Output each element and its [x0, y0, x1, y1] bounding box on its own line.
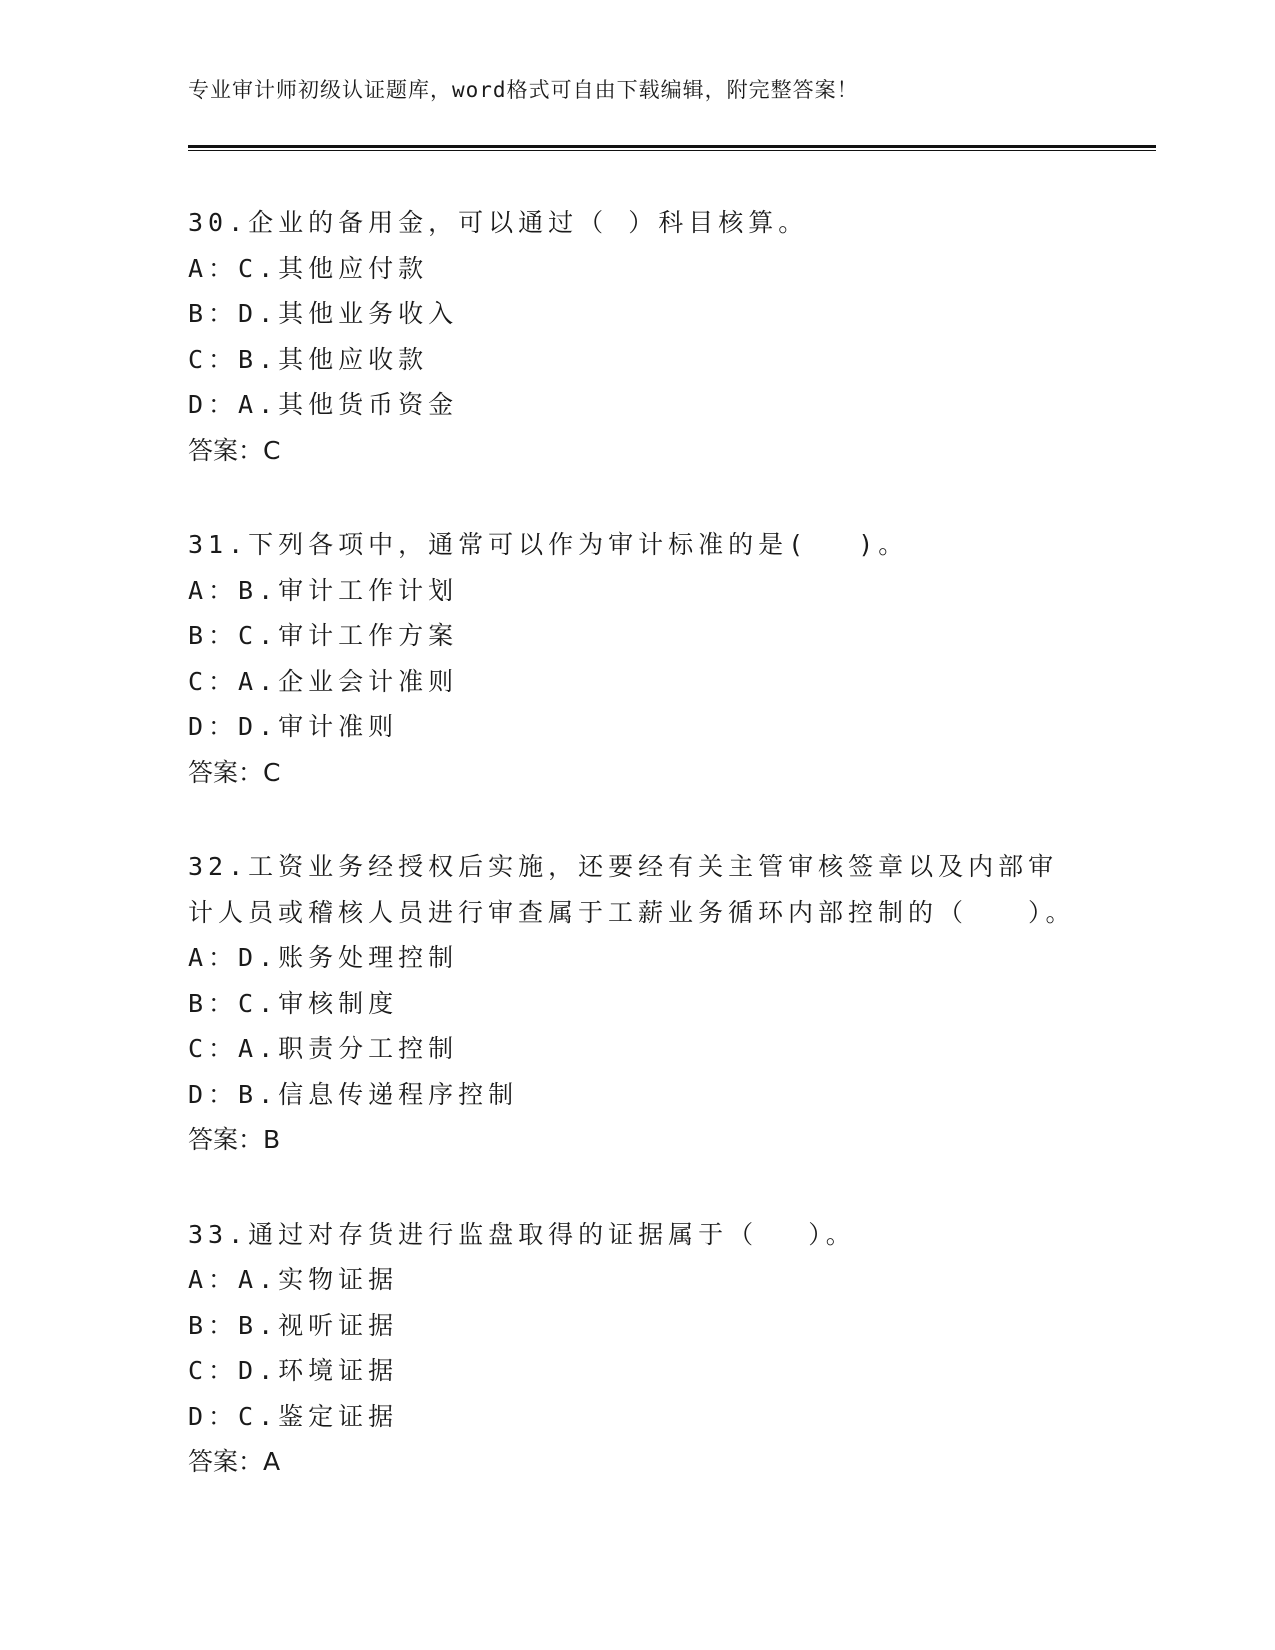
option-c: C：D.环境证据: [188, 1356, 399, 1385]
option-d: D：B.信息传递程序控制: [188, 1079, 519, 1109]
option-b: B：B.视听证据: [188, 1310, 399, 1340]
option-c: C：A.职责分工控制: [188, 1034, 459, 1063]
option-c: C：B.其他应收款: [188, 344, 429, 374]
question-list: [188, 200, 1088, 1534]
question-30: [188, 200, 1088, 473]
option-d: D：C.鉴定证据: [188, 1401, 399, 1431]
answer: 答案：C: [188, 757, 281, 787]
header-rule-thin: [188, 150, 1156, 151]
option-a: A：B.审计工作计划: [188, 575, 459, 605]
option-a: A：A.实物证据: [188, 1265, 399, 1294]
option-c: C：A.企业会计准则: [188, 666, 459, 696]
question-text: 32.工资业务经授权后实施，还要经有关主管审核签章以及内部审计人员或稽核人员进行审查属于工薪业务循环内部控制的（ ）。: [188, 852, 1076, 927]
question-text: 30.企业的备用金，可以通过（ ）科目核算。: [188, 208, 809, 237]
question-31: [188, 522, 1088, 795]
answer: 答案：C: [188, 435, 281, 465]
question-text: 31.下列各项中，通常可以作为审计标准的是( )。: [188, 530, 909, 559]
header-rule: [188, 145, 1156, 148]
option-b: B：D.其他业务收入: [188, 299, 459, 328]
option-a: A：C.其他应付款: [188, 253, 429, 283]
answer: 答案：A: [188, 1447, 281, 1476]
question-33: [188, 1212, 1088, 1485]
question-32: [188, 844, 1088, 1163]
answer: 答案：B: [188, 1125, 281, 1154]
option-d: D：D.审计准则: [188, 712, 399, 741]
option-b: B：C.审核制度: [188, 988, 399, 1018]
question-text: 33.通过对存货进行监盘取得的证据属于（ ）。: [188, 1219, 856, 1249]
document-header: 专业审计师初级认证题库，word格式可自由下载编辑，附完整答案！: [188, 78, 859, 102]
option-d: D：A.其他货币资金: [188, 390, 459, 419]
option-b: B：C.审计工作方案: [188, 621, 459, 650]
option-a: A：D.账务处理控制: [188, 943, 459, 972]
